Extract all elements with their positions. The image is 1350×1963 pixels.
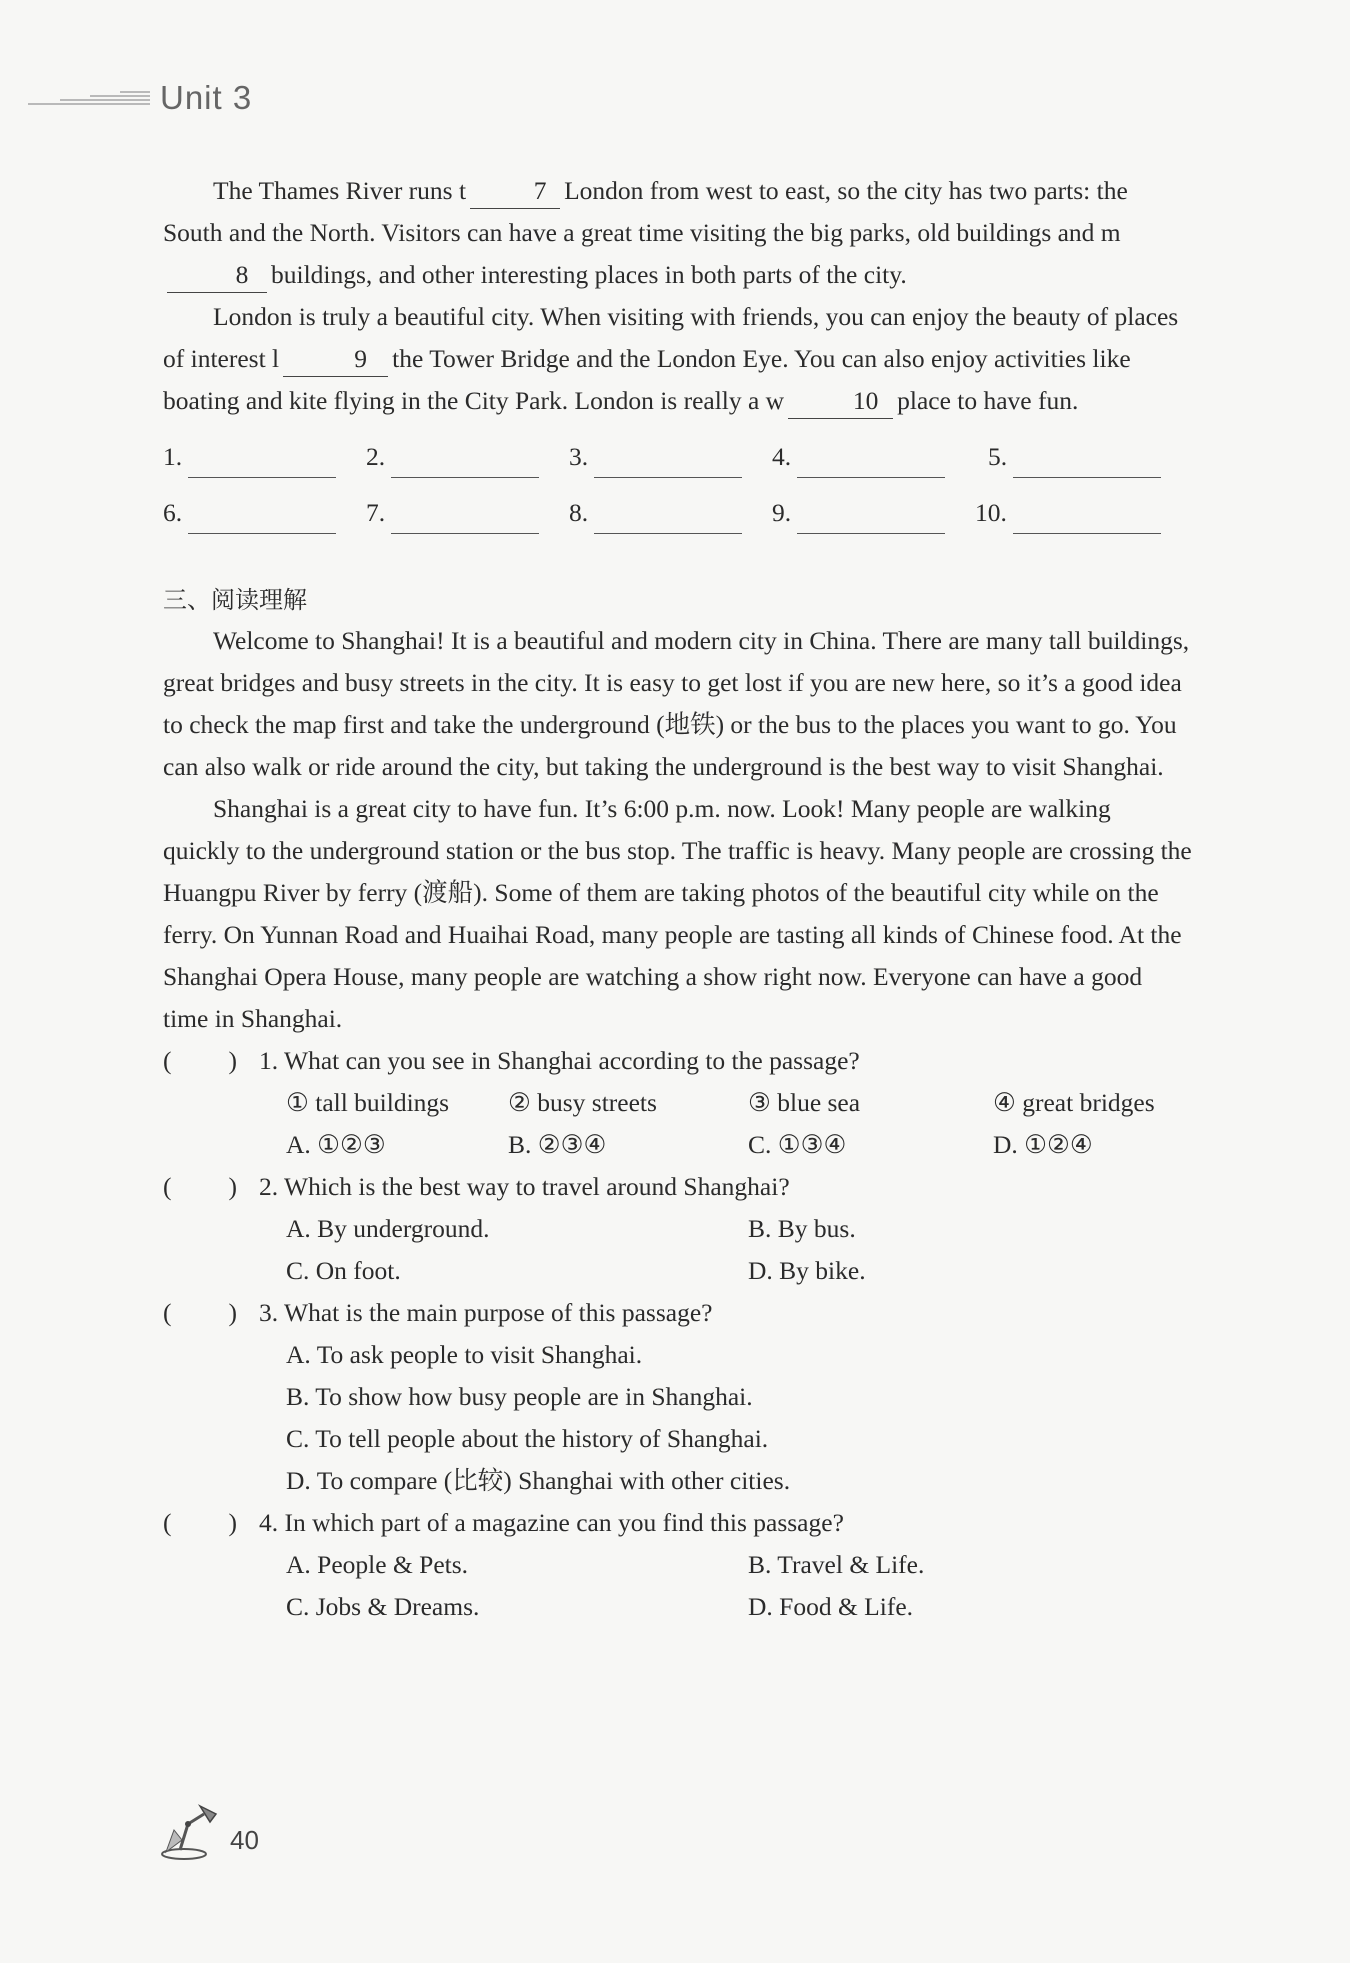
question-text: 2. Which is the best way to travel around Shanghai? [259, 1172, 790, 1201]
paren-close: ) [228, 1298, 237, 1327]
answer-parentheses[interactable] [163, 1166, 259, 1208]
answer-item [569, 436, 772, 478]
option-d[interactable]: D. Food & Life. [748, 1592, 914, 1621]
blank-10: 10 [788, 384, 893, 419]
page-header [28, 78, 252, 118]
answer-blank[interactable] [188, 445, 336, 478]
option-a[interactable]: A. By underground. [286, 1214, 490, 1243]
option-a[interactable]: A. To ask people to visit Shanghai. [286, 1340, 643, 1369]
cloze-paragraph-1 [163, 170, 1193, 296]
answer-label: 8. [569, 498, 589, 527]
answer-label: 3. [569, 442, 589, 471]
answer-item [975, 492, 1161, 534]
question-2-options [163, 1208, 1193, 1292]
answer-blank[interactable] [391, 501, 539, 534]
question-2 [163, 1166, 1193, 1208]
answer-label: 2. [366, 442, 386, 471]
paren-close: ) [228, 1508, 237, 1537]
question-3 [163, 1292, 1193, 1334]
question-1 [163, 1040, 1193, 1082]
answer-blank[interactable] [594, 445, 742, 478]
answer-item [163, 492, 366, 534]
answer-row-2 [163, 488, 1193, 534]
reading-paragraph-1: Welcome to Shanghai! It is a beautiful and modern city in China. There are many tall buildings, great bridges and busy streets in the city. It is easy to get lost if you are new here, so it’s a good idea to check the map first and take the underground (地铁) or the bus to the places you want to go. You can also walk or ride around the city, but taking the underground is the best way to visit Shanghai. [163, 626, 1190, 781]
statement-item: ④ great bridges [993, 1088, 1155, 1117]
cloze-text: buildings, and other interesting places in both parts of the city. [271, 260, 907, 289]
option-d[interactable]: D. ①②④ [993, 1130, 1093, 1159]
question-3-options [163, 1334, 1193, 1502]
header-decoration [28, 87, 150, 109]
desk-lamp-icon [160, 1800, 222, 1862]
reading-paragraph-2: Shanghai is a great city to have fun. It’s 6:00 p.m. now. Look! Many people are walking quickly to the underground station or the bus stop. The traffic is heavy. Many people are crossing the Huangpu River by ferry (渡船). Some of them are taking photos of the beautiful city while on the ferry. On Yunnan Road and Huaihai Road, many people are tasting all kinds of Chinese food. At the Shanghai Opera House, many people are watching a show right now. Everyone can have a good time in Shanghai. [163, 794, 1192, 1033]
answer-parentheses[interactable] [163, 1040, 259, 1082]
cloze-text: London from west to east, so the city has two parts: the South and the North. Visitors can have a great time visiting the big parks, old buildings and m [163, 176, 1128, 247]
option-c[interactable]: C. To tell people about the history of Shanghai. [286, 1424, 769, 1453]
answer-blank[interactable] [391, 445, 539, 478]
option-c[interactable]: C. Jobs & Dreams. [286, 1592, 480, 1621]
answer-blank[interactable] [188, 501, 336, 534]
option-b[interactable]: B. By bus. [748, 1214, 856, 1243]
answer-item [772, 436, 988, 478]
option-c[interactable]: C. On foot. [286, 1256, 401, 1285]
answer-item [366, 436, 569, 478]
option-b[interactable]: B. ②③④ [508, 1130, 607, 1159]
question-4-options [163, 1544, 1193, 1628]
unit-title: Unit 3 [160, 79, 253, 116]
answer-item [772, 492, 975, 534]
question-text: 1. What can you see in Shanghai according to the passage? [259, 1046, 860, 1075]
answer-label: 6. [163, 498, 183, 527]
answer-blank[interactable] [1013, 445, 1161, 478]
answer-blank[interactable] [594, 501, 742, 534]
answer-row-1 [163, 432, 1193, 478]
paren-open: ( [163, 1046, 172, 1075]
answer-item [163, 436, 366, 478]
question-1-items [163, 1082, 1193, 1166]
answer-parentheses[interactable] [163, 1292, 259, 1334]
statement-item: ① tall buildings [286, 1088, 450, 1117]
cloze-text: London is truly a beautiful city. When visiting with friends, you can enjoy the beauty of places of interest l [163, 302, 1179, 373]
option-b[interactable]: B. Travel & Life. [748, 1550, 925, 1579]
option-d[interactable]: D. To compare (比较) Shanghai with other cities. [286, 1466, 791, 1495]
cloze-text: place to have fun. [897, 386, 1079, 415]
page-footer [160, 1800, 259, 1862]
answer-blank[interactable] [797, 501, 945, 534]
cloze-text: The Thames River runs t [213, 176, 467, 205]
answer-blank[interactable] [1013, 501, 1161, 534]
answer-label: 4. [772, 442, 792, 471]
answer-label: 1. [163, 442, 183, 471]
answer-label: 10. [975, 498, 1007, 527]
answer-item [366, 492, 569, 534]
page-content [163, 170, 1193, 1628]
question-text: 3. What is the main purpose of this passage? [259, 1298, 713, 1327]
question-text: 4. In which part of a magazine can you find this passage? [259, 1508, 844, 1537]
paren-open: ( [163, 1172, 172, 1201]
answer-item [988, 436, 1161, 478]
option-a[interactable]: A. ①②③ [286, 1130, 386, 1159]
blank-7: 7 [470, 174, 560, 209]
page-number: 40 [230, 1824, 259, 1855]
answer-label: 5. [988, 442, 1008, 471]
answer-blank[interactable] [797, 445, 945, 478]
answer-label: 9. [772, 498, 792, 527]
statement-item: ② busy streets [508, 1088, 657, 1117]
answer-item [569, 492, 772, 534]
paren-open: ( [163, 1298, 172, 1327]
paren-open: ( [163, 1508, 172, 1537]
section-title: 三、阅读理解 [163, 586, 307, 614]
blank-8: 8 [167, 258, 267, 293]
answer-parentheses[interactable] [163, 1502, 259, 1544]
question-4 [163, 1502, 1193, 1544]
option-d[interactable]: D. By bike. [748, 1256, 866, 1285]
cloze-paragraph-2 [163, 296, 1193, 422]
paren-close: ) [228, 1046, 237, 1075]
option-b[interactable]: B. To show how busy people are in Shanghai. [286, 1382, 753, 1411]
statement-item: ③ blue sea [748, 1088, 861, 1117]
option-a[interactable]: A. People & Pets. [286, 1550, 469, 1579]
paren-close: ) [228, 1172, 237, 1201]
cloze-text: the Tower Bridge and the London Eye. You can also enjoy activities like boating and kite flying in the City Park. London is really a w [163, 344, 1131, 415]
option-c[interactable]: C. ①③④ [748, 1130, 847, 1159]
blank-9: 9 [283, 342, 388, 377]
answer-label: 7. [366, 498, 386, 527]
